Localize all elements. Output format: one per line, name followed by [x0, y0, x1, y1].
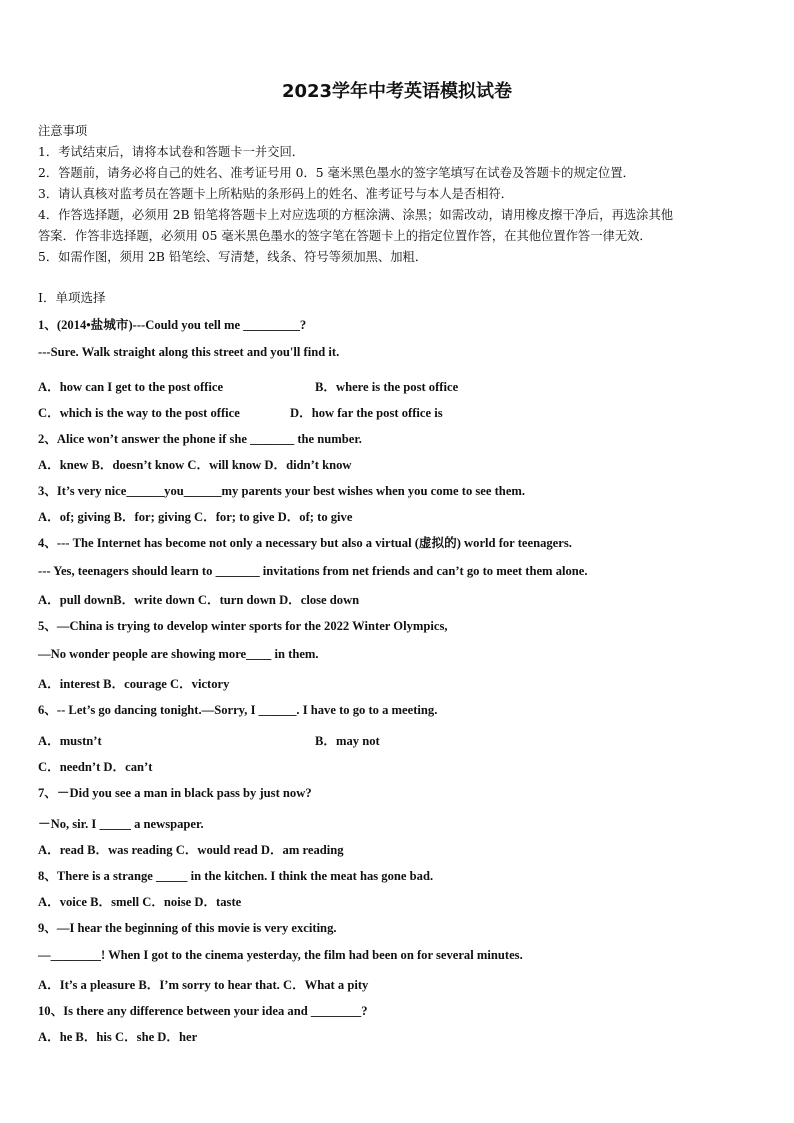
question-10-options: A．he B．his C．she D．her	[38, 1030, 198, 1044]
question-4-reply: --- Yes, teenagers should learn to _______ invitations from net friends and can’t go to meet them alone.	[38, 564, 588, 578]
question-9-options: A．It’s a pleasure B．I’m sorry to hear that. C．What a pity	[38, 978, 369, 992]
section-heading: Ⅰ．单项选择	[38, 290, 106, 305]
notice-line: 答案．作答非选择题，必须用 05 毫米黑色墨水的签字笔在答题卡上的指定位置作答，在其他位置作答一律无效．	[38, 229, 652, 243]
question-6-options-cd: C．needn’t D．can’t	[38, 760, 153, 774]
question-8-options: A．voice B．smell C．noise D．taste	[38, 895, 242, 909]
question-10-stem: 10、Is there any difference between your idea and ________?	[38, 1004, 368, 1018]
question-4-stem: 4、--- The Internet has become not only a necessary but also a virtual (虚拟的) world for teenagers.	[38, 536, 572, 550]
question-3-stem: 3、It’s very nice______you______my parents your best wishes when you come to see them.	[38, 484, 526, 498]
notice-heading: 注意事项	[38, 124, 88, 138]
question-5-options: A．interest B．courage C．victory	[38, 677, 230, 691]
question-8-stem: 8、There is a strange _____ in the kitchen. I think the meat has gone bad.	[38, 869, 434, 883]
question-1-option-d: D．how far the post office is	[290, 406, 443, 420]
question-7-reply: －No, sir. I _____ a newspaper.	[38, 817, 204, 831]
question-1-reply: ---Sure. Walk straight along this street and you'll find it.	[38, 345, 340, 359]
question-3-options: A．of; giving B．for; giving C．for; to give D．of; to give	[38, 510, 353, 524]
question-1-option-b: B．where is the post office	[315, 380, 459, 394]
page-title: 2023学年中考英语模拟试卷	[281, 81, 513, 102]
question-1-option-c: C．which is the way to the post office	[38, 406, 240, 420]
notice-line: 4．作答选择题，必须用 2B 铅笔将答题卡上对应选项的方框涂满、涂黑；如需改动，请用橡皮擦干净后，再选涂其他	[38, 208, 674, 222]
question-2-stem: 2、Alice won’t answer the phone if she _______ the number.	[38, 432, 362, 446]
question-6-option-a: A．mustn’t	[38, 734, 102, 748]
question-4-options: A．pull downB．write down C．turn down D．close down	[38, 593, 360, 607]
question-6-stem: 6、-- Let’s go dancing tonight.—Sorry, I ______. I have to go to a meeting.	[38, 703, 438, 717]
question-7-stem: 7、－Did you see a man in black pass by just now?	[38, 786, 312, 800]
question-9-stem: 9、—I hear the beginning of this movie is very exciting.	[38, 921, 337, 935]
notice-line: 1．考试结束后，请将本试卷和答题卡一并交回．	[38, 145, 305, 159]
question-6-option-b: B．may not	[315, 734, 380, 748]
question-2-options: A．knew B．doesn’t know C．will know D．didn’t know	[38, 458, 352, 472]
notice-line: 5．如需作图，须用 2B 铅笔绘、写清楚，线条、符号等须加黑、加粗．	[38, 250, 428, 264]
notice-line: 2．答题前，请务必将自己的姓名、准考证号用 0．5 毫米黑色墨水的签字笔填写在试卷及答题卡的规定位置．	[38, 166, 635, 180]
question-1-stem: 1、(2014•盐城市)---Could you tell me _________?	[38, 318, 307, 332]
question-1-option-a: A．how can I get to the post office	[38, 380, 224, 394]
question-9-reply: —________! When I got to the cinema yesterday, the film had been on for several minutes.	[38, 948, 523, 962]
question-5-reply: —No wonder people are showing more____ in them.	[38, 647, 319, 661]
notice-line: 3．请认真核对监考员在答题卡上所粘贴的条形码上的姓名、准考证号与本人是否相符．	[38, 187, 514, 201]
question-7-options: A．read B．was reading C．would read D．am reading	[38, 843, 344, 857]
question-5-stem: 5、—China is trying to develop winter sports for the 2022 Winter Olympics,	[38, 619, 448, 633]
